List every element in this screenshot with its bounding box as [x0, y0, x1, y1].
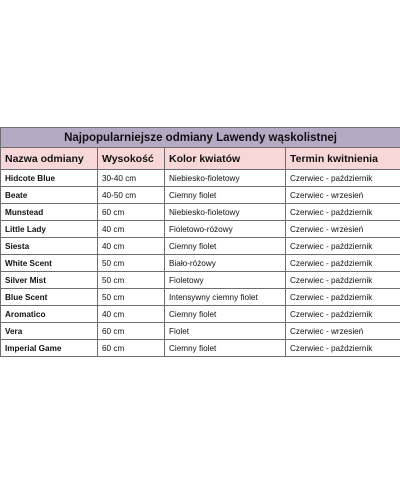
- cell-flowering-period: Czerwiec - październik: [286, 238, 400, 255]
- table-row: [1, 340, 400, 357]
- cell-variety-name: Munstead: [1, 204, 98, 221]
- cell-flowering-period: Czerwiec - wrzesień: [286, 221, 400, 238]
- table-title-row: [1, 128, 400, 148]
- table-row: [1, 238, 400, 255]
- lavender-varieties-table: [0, 127, 400, 357]
- cell-flower-color: Niebiesko-fioletowy: [165, 170, 286, 187]
- cell-flowering-period: Czerwiec - październik: [286, 272, 400, 289]
- cell-flower-color: Ciemny fiolet: [165, 306, 286, 323]
- cell-flowering-period: Czerwiec - październik: [286, 289, 400, 306]
- cell-variety-name: White Scent: [1, 255, 98, 272]
- lavender-varieties-table-container: [0, 127, 400, 357]
- table-row: [1, 306, 400, 323]
- cell-variety-name: Blue Scent: [1, 289, 98, 306]
- table-row: [1, 289, 400, 306]
- column-header-height: Wysokość: [98, 148, 165, 170]
- cell-variety-name: Silver Mist: [1, 272, 98, 289]
- cell-variety-name: Hidcote Blue: [1, 170, 98, 187]
- table-row: [1, 187, 400, 204]
- cell-height: 50 cm: [98, 255, 165, 272]
- cell-height: 40 cm: [98, 306, 165, 323]
- cell-height: 60 cm: [98, 340, 165, 357]
- cell-variety-name: Aromatico: [1, 306, 98, 323]
- cell-flowering-period: Czerwiec - październik: [286, 306, 400, 323]
- cell-flower-color: Fiolet: [165, 323, 286, 340]
- cell-flower-color: Niebiesko-fioletowy: [165, 204, 286, 221]
- cell-variety-name: Siesta: [1, 238, 98, 255]
- cell-flower-color: Fioletowo-różowy: [165, 221, 286, 238]
- cell-flowering-period: Czerwiec - październik: [286, 255, 400, 272]
- column-header-flowering-period: Termin kwitnienia: [286, 148, 400, 170]
- cell-height: 60 cm: [98, 204, 165, 221]
- cell-flower-color: Intensywny ciemny fiolet: [165, 289, 286, 306]
- table-row: [1, 255, 400, 272]
- cell-flower-color: Biało-różowy: [165, 255, 286, 272]
- column-header-flower-color: Kolor kwiatów: [165, 148, 286, 170]
- cell-flower-color: Ciemny fiolet: [165, 340, 286, 357]
- table-header-row: [1, 148, 400, 170]
- cell-height: 30-40 cm: [98, 170, 165, 187]
- cell-flowering-period: Czerwiec - październik: [286, 340, 400, 357]
- cell-variety-name: Vera: [1, 323, 98, 340]
- cell-flower-color: Fioletowy: [165, 272, 286, 289]
- cell-variety-name: Little Lady: [1, 221, 98, 238]
- cell-flower-color: Ciemny fiolet: [165, 187, 286, 204]
- cell-flowering-period: Czerwiec - wrzesień: [286, 187, 400, 204]
- column-header-variety-name: Nazwa odmiany: [1, 148, 98, 170]
- cell-flower-color: Ciemny fiolet: [165, 238, 286, 255]
- cell-variety-name: Beate: [1, 187, 98, 204]
- cell-variety-name: Imperial Game: [1, 340, 98, 357]
- cell-flowering-period: Czerwiec - październik: [286, 204, 400, 221]
- table-row: [1, 323, 400, 340]
- cell-height: 50 cm: [98, 272, 165, 289]
- cell-height: 40-50 cm: [98, 187, 165, 204]
- cell-height: 50 cm: [98, 289, 165, 306]
- cell-flowering-period: Czerwiec - październik: [286, 170, 400, 187]
- cell-height: 40 cm: [98, 221, 165, 238]
- table-row: [1, 272, 400, 289]
- table-row: [1, 221, 400, 238]
- table-row: [1, 204, 400, 221]
- cell-height: 40 cm: [98, 238, 165, 255]
- cell-height: 60 cm: [98, 323, 165, 340]
- table-row: [1, 170, 400, 187]
- cell-flowering-period: Czerwiec - wrzesień: [286, 323, 400, 340]
- table-title: Najpopularniejsze odmiany Lawendy wąskolistnej: [1, 128, 400, 148]
